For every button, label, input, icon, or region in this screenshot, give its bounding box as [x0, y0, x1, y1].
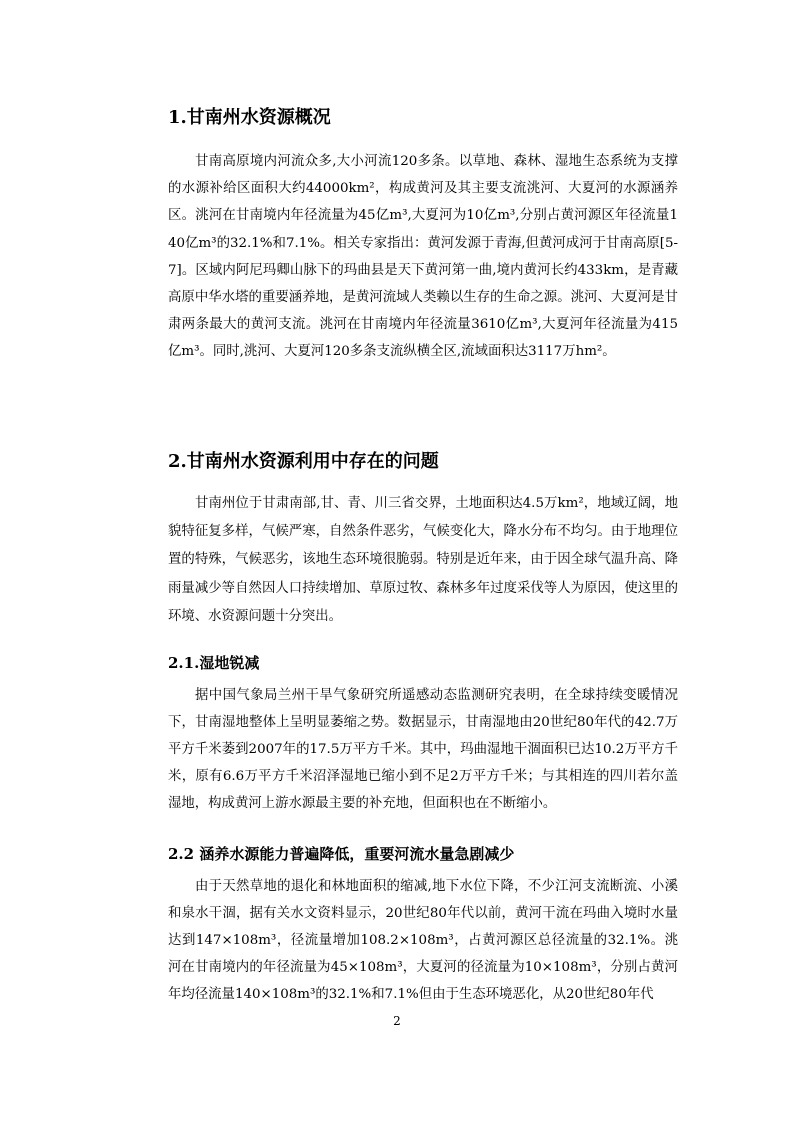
- section-2-paragraph: 甘南州位于甘肃南部,甘、青、川三省交界，土地面积达4.5万km²，地域辽阔，地貌特征复多样，气候严寒，自然条件恶劣，气候变化大，降水分布不均匀。由于地理位置的特殊，气候恶劣，该地生态环境很脆弱。特别是近年来，由于因全球气温升高、降雨量减少等自然因人口持续增加、草原过牧、森林多年过度采伐等人为原因，使这里的环境、水资源问题十分突出。: [168, 496, 678, 624]
- section-2-1-paragraph: 据中国气象局兰州干旱气象研究所遥感动态监测研究表明，在全球持续变暖情况下，甘南湿地整体上呈明显萎缩之势。数据显示，甘南湿地由20世纪80年代的42.7万平方千米萎到2007年的17.5万平方千米。其中，玛曲湿地干涸面积已达10.2万平方千米，原有6.6万平方千米沼泽湿地已缩小到不足2万平方千米；与其相连的四川若尔盖湿地，构成黄河上游水源最主要的补充地，但面积也在不断缩小。: [168, 688, 678, 811]
- section-2-1-heading: 2.1.湿地锐减: [168, 654, 260, 672]
- section-1-paragraph: 甘南高原境内河流众多,大小河流120多条。以草地、森林、湿地生态系统为支撑的水源补给区面积大约44000km²，构成黄河及其主要支流洮河、大夏河的水源涵养区。洮河在甘南境内年径流量为45亿m³,大夏河为10亿m³,分别占黄河源区年径流量140亿m³的32.1%和7.1%。相关专家指出：黄河发源于青海,但黄河成河于甘南高原[5-7]。区域内阿尼玛卿山脉下的玛曲县是天下黄河第一曲,境内黄河长约433km，是青藏高原中华水塔的重要涵养地，是黄河流域人类赖以生存的生命之源。洮河、大夏河是甘肃两条最大的黄河支流。洮河在甘南境内年径流量3610亿m³,大夏河年径流量为415亿m³。同时,洮河、大夏河120多条支流纵横全区,流域面积达3117万hm²。: [168, 154, 678, 360]
- section-1-heading: 1.甘南州水资源概况: [168, 107, 331, 128]
- page-number: 2: [393, 1014, 401, 1028]
- section-2-heading: 2.甘南州水资源利用中存在的问题: [168, 451, 439, 472]
- section-2-2-heading: 2.2 涵养水源能力普遍降低，重要河流水量急剧减少: [168, 845, 515, 863]
- section-2-2-paragraph: 由于天然草地的退化和林地面积的缩减,地下水位下降，不少江河支流断流、小溪和泉水干涸，据有关水文资料显示，20世纪80年代以前，黄河干流在玛曲入境时水量达到147×108m³，径流量增加108.2×108m³，占黄河源区总径流量的32.1%。洮河在甘南境内的年径流量为45×108m³，大夏河的径流量为10×108m³，分别占黄河年均径流量140×108m³的32.1%和7.1%但由于生态环境恶化，从20世纪80年代: [168, 879, 678, 1002]
